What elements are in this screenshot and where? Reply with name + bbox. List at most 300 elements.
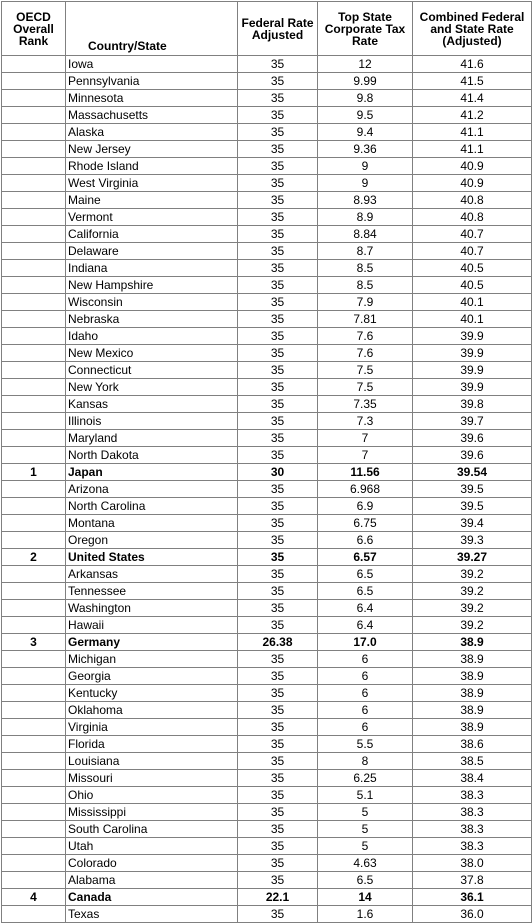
table-row [2,804,532,821]
cell-country-state: New York [66,379,238,396]
cell-oecd-rank [2,107,66,124]
cell-oecd-rank [2,804,66,821]
cell-combined-rate: 39.7 [413,413,532,430]
cell-country-state: North Carolina [66,498,238,515]
cell-combined-rate: 40.9 [413,158,532,175]
cell-combined-rate: 38.6 [413,736,532,753]
cell-state-rate: 8.84 [318,226,413,243]
cell-state-rate: 6.9 [318,498,413,515]
cell-federal-rate: 26.38 [238,634,318,651]
cell-oecd-rank [2,396,66,413]
table-row [2,260,532,277]
cell-state-rate: 6.75 [318,515,413,532]
table-row [2,719,532,736]
cell-oecd-rank [2,124,66,141]
cell-oecd-rank [2,413,66,430]
cell-oecd-rank [2,345,66,362]
cell-country-state: Florida [66,736,238,753]
cell-combined-rate: 40.7 [413,243,532,260]
table-row [2,311,532,328]
cell-oecd-rank [2,498,66,515]
cell-state-rate: 6.5 [318,872,413,889]
cell-federal-rate: 35 [238,73,318,90]
cell-oecd-rank [2,226,66,243]
cell-combined-rate: 39.4 [413,515,532,532]
cell-combined-rate: 39.3 [413,532,532,549]
cell-federal-rate: 22.1 [238,889,318,906]
cell-combined-rate: 41.1 [413,141,532,158]
cell-federal-rate: 35 [238,209,318,226]
table-row [2,872,532,889]
cell-country-state: Montana [66,515,238,532]
cell-country-state: Virginia [66,719,238,736]
cell-federal-rate: 35 [238,651,318,668]
cell-combined-rate: 40.1 [413,311,532,328]
cell-combined-rate: 38.9 [413,702,532,719]
cell-state-rate: 6.6 [318,532,413,549]
cell-federal-rate: 35 [238,481,318,498]
cell-state-rate: 5 [318,838,413,855]
cell-country-state: New Hampshire [66,277,238,294]
cell-combined-rate: 38.4 [413,770,532,787]
cell-oecd-rank [2,753,66,770]
header-federal-rate: Federal Rate Adjusted [238,2,318,56]
cell-federal-rate: 35 [238,175,318,192]
cell-oecd-rank [2,90,66,107]
table-row [2,294,532,311]
cell-oecd-rank [2,447,66,464]
cell-oecd-rank: 2 [2,549,66,566]
cell-combined-rate: 41.2 [413,107,532,124]
cell-state-rate: 17.0 [318,634,413,651]
cell-country-state: Canada [66,889,238,906]
table-row [2,532,532,549]
cell-country-state: Indiana [66,260,238,277]
cell-state-rate: 6 [318,668,413,685]
cell-country-state: Louisiana [66,753,238,770]
cell-state-rate: 7.3 [318,413,413,430]
header-state-rate: Top State Corporate Tax Rate [318,2,413,56]
cell-state-rate: 8.9 [318,209,413,226]
cell-combined-rate: 40.9 [413,175,532,192]
cell-state-rate: 6.968 [318,481,413,498]
cell-combined-rate: 39.9 [413,362,532,379]
cell-state-rate: 1.6 [318,906,413,923]
cell-oecd-rank [2,821,66,838]
cell-oecd-rank [2,583,66,600]
cell-federal-rate: 35 [238,396,318,413]
cell-oecd-rank [2,685,66,702]
cell-federal-rate: 35 [238,906,318,923]
cell-combined-rate: 38.9 [413,685,532,702]
cell-oecd-rank [2,787,66,804]
cell-state-rate: 6 [318,719,413,736]
cell-oecd-rank [2,566,66,583]
cell-oecd-rank [2,651,66,668]
cell-country-state: Iowa [66,56,238,73]
table-row [2,906,532,923]
cell-country-state: South Carolina [66,821,238,838]
cell-federal-rate: 35 [238,447,318,464]
cell-country-state: Washington [66,600,238,617]
cell-combined-rate: 38.0 [413,855,532,872]
cell-oecd-rank [2,600,66,617]
cell-federal-rate: 35 [238,753,318,770]
cell-combined-rate: 38.3 [413,787,532,804]
cell-federal-rate: 35 [238,124,318,141]
cell-combined-rate: 39.54 [413,464,532,481]
cell-federal-rate: 35 [238,583,318,600]
cell-federal-rate: 35 [238,328,318,345]
cell-oecd-rank [2,855,66,872]
cell-country-state: Idaho [66,328,238,345]
cell-country-state: Pennsylvania [66,73,238,90]
cell-federal-rate: 35 [238,243,318,260]
cell-combined-rate: 40.8 [413,192,532,209]
cell-state-rate: 6.57 [318,549,413,566]
cell-country-state: Ohio [66,787,238,804]
cell-oecd-rank [2,328,66,345]
cell-state-rate: 9.5 [318,107,413,124]
cell-federal-rate: 35 [238,685,318,702]
cell-oecd-rank [2,141,66,158]
cell-state-rate: 9 [318,158,413,175]
cell-federal-rate: 35 [238,515,318,532]
cell-oecd-rank [2,158,66,175]
cell-federal-rate: 35 [238,192,318,209]
table-row [2,651,532,668]
cell-country-state: Missouri [66,770,238,787]
cell-federal-rate: 35 [238,566,318,583]
tax-rate-table [1,1,532,923]
cell-federal-rate: 35 [238,311,318,328]
cell-combined-rate: 39.6 [413,447,532,464]
table-row [2,770,532,787]
cell-federal-rate: 35 [238,821,318,838]
cell-country-state: Delaware [66,243,238,260]
cell-combined-rate: 40.1 [413,294,532,311]
table-row [2,345,532,362]
cell-state-rate: 12 [318,56,413,73]
cell-federal-rate: 30 [238,464,318,481]
cell-oecd-rank: 1 [2,464,66,481]
table-row [2,702,532,719]
cell-country-state: Nebraska [66,311,238,328]
table-row [2,175,532,192]
cell-state-rate: 7 [318,430,413,447]
cell-federal-rate: 35 [238,719,318,736]
table-row-country [2,889,532,906]
table-row-country [2,549,532,566]
cell-federal-rate: 35 [238,668,318,685]
cell-federal-rate: 35 [238,294,318,311]
cell-combined-rate: 38.5 [413,753,532,770]
cell-oecd-rank [2,73,66,90]
cell-country-state: Wisconsin [66,294,238,311]
cell-state-rate: 6.5 [318,583,413,600]
cell-oecd-rank [2,719,66,736]
header-country-state: Country/State [66,2,238,56]
cell-federal-rate: 35 [238,872,318,889]
cell-combined-rate: 39.8 [413,396,532,413]
cell-federal-rate: 35 [238,532,318,549]
table-row [2,821,532,838]
table-row [2,328,532,345]
cell-oecd-rank [2,362,66,379]
cell-federal-rate: 35 [238,107,318,124]
cell-federal-rate: 35 [238,141,318,158]
cell-country-state: United States [66,549,238,566]
cell-country-state: Illinois [66,413,238,430]
cell-state-rate: 9.36 [318,141,413,158]
cell-country-state: New Jersey [66,141,238,158]
cell-country-state: Tennessee [66,583,238,600]
table-row [2,413,532,430]
cell-country-state: Maine [66,192,238,209]
cell-country-state: Kentucky [66,685,238,702]
table-row [2,379,532,396]
cell-combined-rate: 41.1 [413,124,532,141]
cell-state-rate: 6 [318,702,413,719]
cell-country-state: New Mexico [66,345,238,362]
cell-oecd-rank [2,56,66,73]
table-row [2,192,532,209]
cell-federal-rate: 35 [238,600,318,617]
header-row [2,2,532,56]
cell-country-state: Maryland [66,430,238,447]
cell-federal-rate: 35 [238,277,318,294]
table-row [2,481,532,498]
cell-state-rate: 9.8 [318,90,413,107]
table-row [2,515,532,532]
header-oecd-rank: OECD Overall Rank [2,2,66,56]
cell-oecd-rank [2,872,66,889]
cell-oecd-rank: 3 [2,634,66,651]
cell-combined-rate: 38.3 [413,804,532,821]
cell-federal-rate: 35 [238,855,318,872]
table-row [2,158,532,175]
cell-country-state: North Dakota [66,447,238,464]
cell-federal-rate: 35 [238,226,318,243]
cell-combined-rate: 38.9 [413,719,532,736]
cell-combined-rate: 36.0 [413,906,532,923]
cell-combined-rate: 39.9 [413,328,532,345]
cell-oecd-rank [2,209,66,226]
cell-oecd-rank: 4 [2,889,66,906]
table-row [2,838,532,855]
cell-state-rate: 8 [318,753,413,770]
cell-state-rate: 9.4 [318,124,413,141]
cell-oecd-rank [2,311,66,328]
table-row [2,685,532,702]
cell-oecd-rank [2,430,66,447]
cell-oecd-rank [2,243,66,260]
cell-oecd-rank [2,481,66,498]
cell-oecd-rank [2,532,66,549]
cell-state-rate: 7.5 [318,379,413,396]
cell-state-rate: 8.5 [318,260,413,277]
cell-state-rate: 6 [318,651,413,668]
cell-state-rate: 7.35 [318,396,413,413]
table-row [2,753,532,770]
cell-state-rate: 7 [318,447,413,464]
cell-federal-rate: 35 [238,158,318,175]
cell-combined-rate: 39.5 [413,481,532,498]
table-row-country [2,464,532,481]
table-row [2,430,532,447]
cell-country-state: Vermont [66,209,238,226]
table-row [2,396,532,413]
cell-oecd-rank [2,515,66,532]
table-row [2,617,532,634]
cell-combined-rate: 38.9 [413,634,532,651]
cell-country-state: Japan [66,464,238,481]
cell-country-state: Mississippi [66,804,238,821]
table-row [2,736,532,753]
cell-oecd-rank [2,175,66,192]
cell-country-state: Kansas [66,396,238,413]
cell-state-rate: 7.9 [318,294,413,311]
cell-oecd-rank [2,770,66,787]
table-row [2,141,532,158]
cell-federal-rate: 35 [238,736,318,753]
cell-federal-rate: 35 [238,702,318,719]
cell-oecd-rank [2,736,66,753]
cell-oecd-rank [2,260,66,277]
cell-state-rate: 5 [318,804,413,821]
cell-state-rate: 6.25 [318,770,413,787]
cell-combined-rate: 41.4 [413,90,532,107]
cell-combined-rate: 36.1 [413,889,532,906]
cell-combined-rate: 40.7 [413,226,532,243]
cell-combined-rate: 38.9 [413,651,532,668]
table-row [2,226,532,243]
cell-state-rate: 8.93 [318,192,413,209]
cell-state-rate: 11.56 [318,464,413,481]
cell-federal-rate: 35 [238,56,318,73]
cell-country-state: Minnesota [66,90,238,107]
cell-federal-rate: 35 [238,770,318,787]
table-row [2,209,532,226]
table-row-country [2,634,532,651]
cell-state-rate: 9 [318,175,413,192]
table-row [2,668,532,685]
cell-state-rate: 9.99 [318,73,413,90]
cell-combined-rate: 41.5 [413,73,532,90]
cell-country-state: Germany [66,634,238,651]
cell-federal-rate: 35 [238,498,318,515]
cell-combined-rate: 39.9 [413,379,532,396]
cell-state-rate: 5 [318,821,413,838]
table-row [2,447,532,464]
cell-state-rate: 7.5 [318,362,413,379]
cell-country-state: Connecticut [66,362,238,379]
cell-combined-rate: 39.2 [413,617,532,634]
cell-oecd-rank [2,668,66,685]
table-row [2,566,532,583]
cell-country-state: Michigan [66,651,238,668]
cell-federal-rate: 35 [238,617,318,634]
table-row [2,124,532,141]
cell-country-state: Texas [66,906,238,923]
cell-federal-rate: 35 [238,838,318,855]
cell-federal-rate: 35 [238,430,318,447]
cell-state-rate: 5.5 [318,736,413,753]
table-row [2,583,532,600]
header-combined-rate: Combined Federal and State Rate (Adjusted) [413,2,532,56]
cell-country-state: Hawaii [66,617,238,634]
cell-combined-rate: 39.2 [413,600,532,617]
cell-combined-rate: 41.6 [413,56,532,73]
cell-federal-rate: 35 [238,345,318,362]
table-row [2,73,532,90]
cell-oecd-rank [2,906,66,923]
cell-oecd-rank [2,379,66,396]
cell-combined-rate: 40.5 [413,260,532,277]
cell-state-rate: 5.1 [318,787,413,804]
table-row [2,243,532,260]
cell-combined-rate: 38.3 [413,838,532,855]
cell-combined-rate: 38.3 [413,821,532,838]
cell-federal-rate: 35 [238,787,318,804]
cell-country-state: West Virginia [66,175,238,192]
cell-country-state: Arizona [66,481,238,498]
table-row [2,498,532,515]
cell-combined-rate: 40.5 [413,277,532,294]
cell-state-rate: 7.6 [318,345,413,362]
cell-oecd-rank [2,838,66,855]
cell-state-rate: 6 [318,685,413,702]
cell-oecd-rank [2,294,66,311]
cell-country-state: Utah [66,838,238,855]
table-row [2,855,532,872]
cell-combined-rate: 39.9 [413,345,532,362]
cell-federal-rate: 35 [238,362,318,379]
cell-federal-rate: 35 [238,90,318,107]
cell-country-state: Georgia [66,668,238,685]
cell-combined-rate: 39.2 [413,566,532,583]
cell-state-rate: 4.63 [318,855,413,872]
cell-combined-rate: 39.6 [413,430,532,447]
cell-state-rate: 6.4 [318,617,413,634]
cell-oecd-rank [2,192,66,209]
cell-country-state: Colorado [66,855,238,872]
cell-country-state: California [66,226,238,243]
cell-state-rate: 6.5 [318,566,413,583]
cell-country-state: Rhode Island [66,158,238,175]
cell-combined-rate: 39.5 [413,498,532,515]
cell-combined-rate: 37.8 [413,872,532,889]
cell-state-rate: 6.4 [318,600,413,617]
cell-state-rate: 8.5 [318,277,413,294]
cell-oecd-rank [2,277,66,294]
cell-country-state: Massachusetts [66,107,238,124]
cell-federal-rate: 35 [238,413,318,430]
table-row [2,107,532,124]
cell-federal-rate: 35 [238,804,318,821]
cell-country-state: Alabama [66,872,238,889]
cell-state-rate: 8.7 [318,243,413,260]
cell-country-state: Oklahoma [66,702,238,719]
cell-state-rate: 7.81 [318,311,413,328]
cell-oecd-rank [2,702,66,719]
cell-country-state: Alaska [66,124,238,141]
table-row [2,600,532,617]
table-row [2,787,532,804]
cell-combined-rate: 39.2 [413,583,532,600]
table-row [2,56,532,73]
cell-combined-rate: 38.9 [413,668,532,685]
